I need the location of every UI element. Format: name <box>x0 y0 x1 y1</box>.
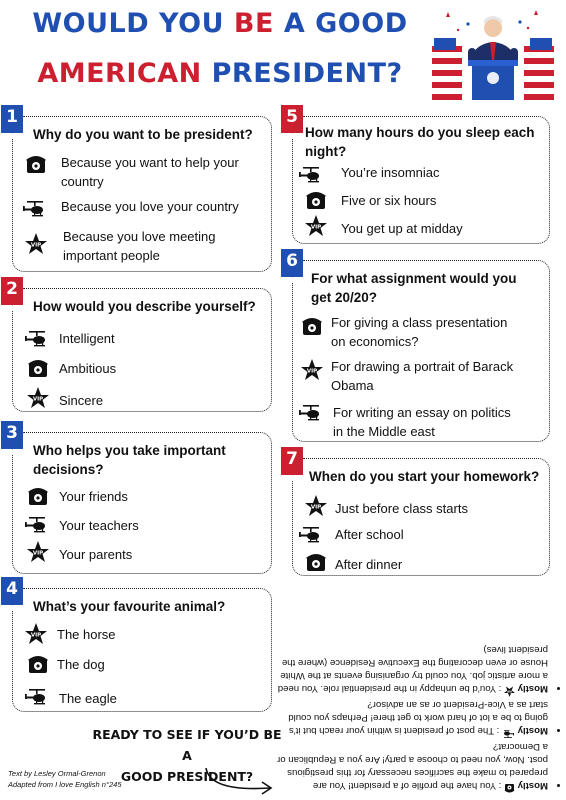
curved-arrow-icon <box>200 766 280 798</box>
answer-option[interactable]: The horse <box>57 627 116 642</box>
helicopter-icon <box>299 403 321 425</box>
question-number-badge: 4 <box>1 577 23 605</box>
results-key-upside-down <box>276 588 560 794</box>
answer-option[interactable] <box>333 403 511 441</box>
question-number-badge: 7 <box>281 447 303 475</box>
answer-option[interactable]: Five or six hours <box>341 193 437 208</box>
answer-option[interactable]: Your parents <box>59 547 133 562</box>
answer-option[interactable]: Ambitious <box>59 361 117 376</box>
answer-option[interactable]: You’re insomniac <box>341 165 440 180</box>
helicopter-icon <box>25 329 47 351</box>
answer-text: For giving a class presentation <box>331 315 508 330</box>
answer-text: on economics? <box>331 334 419 349</box>
result-label: Mostly <box>517 683 548 694</box>
question-text: How would you describe yourself? <box>33 299 256 314</box>
question-text-line: How many hours do you sleep each <box>305 125 535 140</box>
phone-icon <box>504 783 515 794</box>
answer-option[interactable]: Sincere <box>59 393 104 408</box>
question-number-badge: 3 <box>1 421 23 449</box>
answer-text: country <box>61 174 104 189</box>
title-word: PRESIDENT? <box>211 58 403 89</box>
question-box-3 <box>6 423 272 574</box>
question-number-badge: 6 <box>281 249 303 277</box>
result-item <box>276 740 548 794</box>
question-text: What’s your favourite animal? <box>33 599 226 614</box>
helicopter-icon <box>23 199 45 221</box>
vip-star-icon <box>27 541 49 563</box>
answer-option[interactable]: Just before class starts <box>335 501 468 516</box>
answer-option[interactable]: The dog <box>57 657 105 672</box>
answer-option[interactable]: Your teachers <box>59 518 139 533</box>
credit-author: Text by Lesley Ormal-Grenon <box>8 769 106 778</box>
page-title-line1 <box>0 8 440 39</box>
question-text-line: night? <box>305 144 347 159</box>
answer-text: in the Middle east <box>333 424 435 439</box>
phone-icon <box>27 653 49 675</box>
answer-option[interactable]: The eagle <box>59 691 117 706</box>
phone-icon <box>27 357 49 379</box>
cta-line: READY TO SEE IF YOU’D BE A <box>92 727 282 763</box>
question-box-1 <box>6 107 272 272</box>
helicopter-icon <box>25 687 47 709</box>
vip-star-icon <box>504 686 515 697</box>
question-text-line: Who helps you take important <box>33 443 226 458</box>
vip-star-icon <box>27 387 49 409</box>
question-text: Why do you want to be president? <box>33 127 253 142</box>
helicopter-icon <box>502 728 515 739</box>
vip-star-icon <box>25 233 47 255</box>
helicopter-icon <box>299 165 321 187</box>
result-item <box>276 698 548 739</box>
question-number-badge: 1 <box>1 105 23 133</box>
vip-star-icon <box>305 215 327 237</box>
answer-option[interactable]: Your friends <box>59 489 128 504</box>
question-text-line: get 20/20? <box>311 290 378 305</box>
answer-option[interactable]: After dinner <box>335 557 403 572</box>
answer-option[interactable]: After school <box>335 527 404 542</box>
question-box-6 <box>286 251 550 442</box>
result-text: : You have the profile of a president! You are prepared to make the sacrifices necessary for this prestigious post. Now, you need to choose a party! Are you a Republican or a Democrat? <box>277 741 548 791</box>
title-word: BE <box>233 8 284 39</box>
question-box-7 <box>286 449 550 576</box>
title-word: AMERICAN <box>37 58 212 89</box>
title-word: WOULD YOU <box>32 8 234 39</box>
result-text: : The post of president is within your reach but it’s going to be a lot of hard work to get there! Perhaps you could start as a Vice-President or as an advisor? <box>288 699 548 736</box>
question-number-badge: 5 <box>281 105 303 133</box>
phone-icon <box>305 189 327 211</box>
answer-text: For drawing a portrait of Barack <box>331 359 514 374</box>
vip-star-icon <box>305 495 327 517</box>
cta-line: GOOD PRESIDENT? <box>120 769 254 784</box>
answer-text: Obama <box>331 378 374 393</box>
question-number-badge: 2 <box>1 277 23 305</box>
title-word: A GOOD <box>283 8 408 39</box>
helicopter-icon <box>299 525 321 547</box>
answer-text: important people <box>63 248 160 263</box>
answer-text: Because you love meeting <box>63 229 216 244</box>
question-text-line: For what assignment would you <box>311 271 517 286</box>
question-text: When do you start your homework? <box>309 469 540 484</box>
answer-option[interactable] <box>61 153 239 191</box>
phone-icon <box>305 551 327 573</box>
answer-option[interactable] <box>331 313 507 351</box>
president-podium-illustration <box>428 2 558 102</box>
answer-text: Because you want to help your <box>61 155 239 170</box>
vip-star-icon <box>25 623 47 645</box>
answer-option[interactable]: Intelligent <box>59 331 115 346</box>
page-title-line2 <box>0 58 440 89</box>
answer-option[interactable] <box>331 357 513 395</box>
result-label: Mostly <box>517 780 548 791</box>
question-text <box>33 441 226 479</box>
question-text <box>305 123 535 161</box>
phone-icon <box>25 153 47 175</box>
question-box-4 <box>6 579 272 712</box>
result-item <box>276 643 548 697</box>
result-label: Mostly <box>517 725 548 736</box>
answer-option[interactable]: You get up at midday <box>341 221 463 236</box>
question-text <box>311 269 517 307</box>
answer-option[interactable] <box>63 227 215 265</box>
question-box-5 <box>286 107 550 244</box>
phone-icon <box>27 485 49 507</box>
answer-text: For writing an essay on politics <box>333 405 511 420</box>
credit-source: Adapted from I love English n°245 <box>8 780 122 789</box>
question-box-2 <box>6 279 272 412</box>
phone-icon <box>301 315 323 337</box>
answer-option[interactable]: Because you love your country <box>61 199 239 214</box>
credits <box>8 768 122 790</box>
question-text-line: decisions? <box>33 462 104 477</box>
helicopter-icon <box>25 515 47 537</box>
result-text: : You’d be unhappy in the presidential role. You need a more artistic job. You could try organising events at the White House or even decorating the Executive Residence (where the president lives) <box>277 644 548 694</box>
vip-star-icon <box>301 359 323 381</box>
